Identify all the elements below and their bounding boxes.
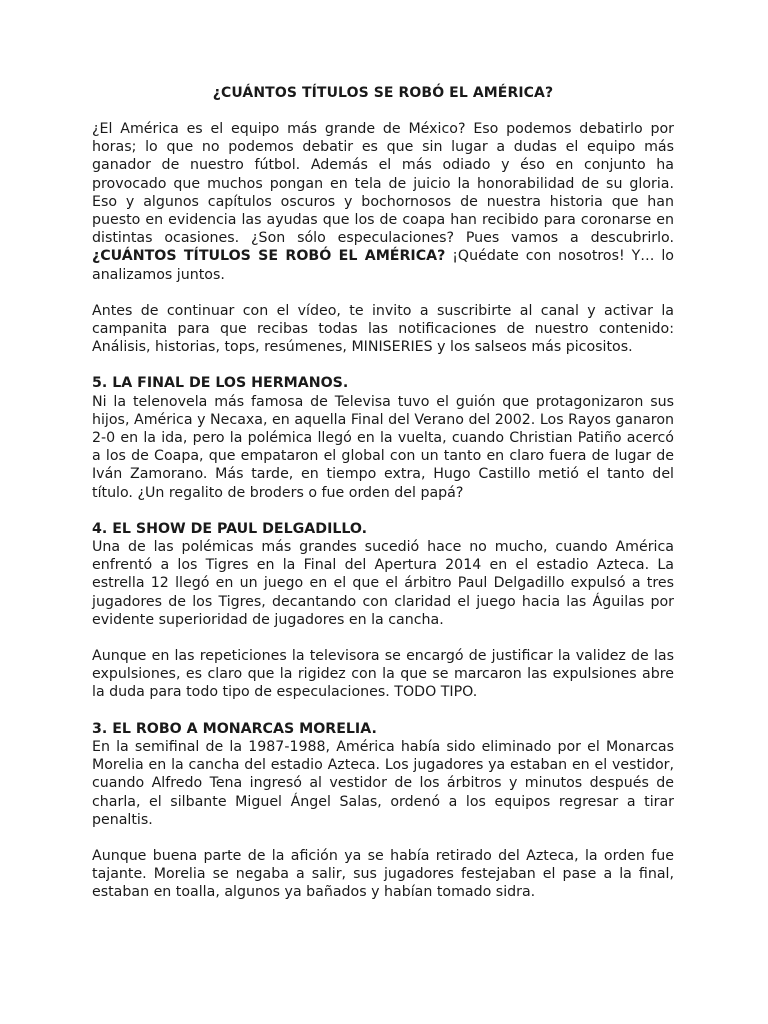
subscribe-paragraph: Antes de continuar con el vídeo, te invito a suscribirte al canal y activar la campanita para que recibas todas las notificaciones de nuestro contenido: Análisis, historias, tops, resúmenes, MINISERIES y los salseos más picositos. (92, 302, 674, 356)
intro-tail: ¡Quédate con nosotros! Y… lo analizamos juntos. (92, 248, 674, 283)
section-4 (92, 520, 674, 629)
document-title: ¿CUÁNTOS TÍTULOS SE ROBÓ EL AMÉRICA? (212, 85, 554, 101)
section-heading: 5. LA FINAL DE LOS HERMANOS. (92, 375, 349, 392)
section-heading: 3. EL ROBO A MONARCAS MORELIA. (92, 720, 377, 737)
section-heading: 4. EL SHOW DE PAUL DELGADILLO. (92, 520, 368, 537)
section-paragraph: Aunque buena parte de la afición ya se había retirado del Azteca, la orden fue tajante. Morelia se negaba a salir, sus jugadores festejaban el pase a la final, estaban en toalla, algunos ya bañados y habían tomado sidra. (92, 847, 674, 901)
intro-paragraph (92, 120, 674, 284)
section-paragraph: En la semifinal de la 1987-1988, América había sido eliminado por el Monarcas Morelia en la cancha del estadio Azteca. Los jugadores ya estaban en el vestidor, cuando Alfredo Tena ingresó al vestidor de los árbitros y minutos después de charla, el silbante Miguel Ángel Salas, ordenó a los equipos regresar a tirar penaltis. (92, 738, 674, 828)
section-5 (92, 374, 674, 501)
section-paragraph: Una de las polémicas más grandes sucedió hace no mucho, cuando América enfrentó a los Tigres en la Final del Apertura 2014 en el estadio Azteca. La estrella 12 llegó en un juego en el que el árbitro Paul Delgadillo expulsó a tres jugadores de los Tigres, decantando con claridad el juego hacia las Águilas por evidente superioridad de jugadores en la cancha. (92, 539, 674, 628)
section-paragraph: Ni la telenovela más famosa de Televisa tuvo el guión que protagonizaron sus hijos, América y Necaxa, en aquella Final del Verano del 2002. Los Rayos ganaron 2-0 en la ida, pero la polémica llegó en la vuelta, cuando Christian Patiño acercó a los de Coapa, que empataron el global con un tanto en claro fuera de lugar de Iván Zamorano. Más tarde, en tiempo extra, Hugo Castillo metió el tanto del título. ¿Un regalito de broders o fue orden del papá? (92, 393, 674, 501)
intro-text: ¿El América es el equipo más grande de México? Eso podemos debatirlo por horas; lo que no podemos debatir es que sin lugar a dudas el equipo más ganador de nuestro fútbol. Además el más odiado y éso en conjunto ha provocado que muchos pongan en tela de juicio la honorabilidad de su gloria. Eso y algunos capítulos oscuros y bochornosos de nuestra historia que han puesto en evidencia las ayudas que los de coapa han recibido para coronarse en distintas ocasiones. ¿Son sólo especulaciones? Pues vamos a descubrirlo. (92, 121, 674, 247)
document-body (92, 84, 674, 920)
section-paragraph: Aunque en las repeticiones la televisora se encargó de justificar la validez de las expulsiones, es claro que la rigidez con la que se marcaron las expulsiones abre la duda para todo tipo de especulaciones. TODO TIPO. (92, 648, 674, 701)
section-3 (92, 720, 674, 829)
intro-bold-question: ¿CUÁNTOS TÍTULOS SE ROBÓ EL AMÉRICA? (92, 248, 446, 265)
